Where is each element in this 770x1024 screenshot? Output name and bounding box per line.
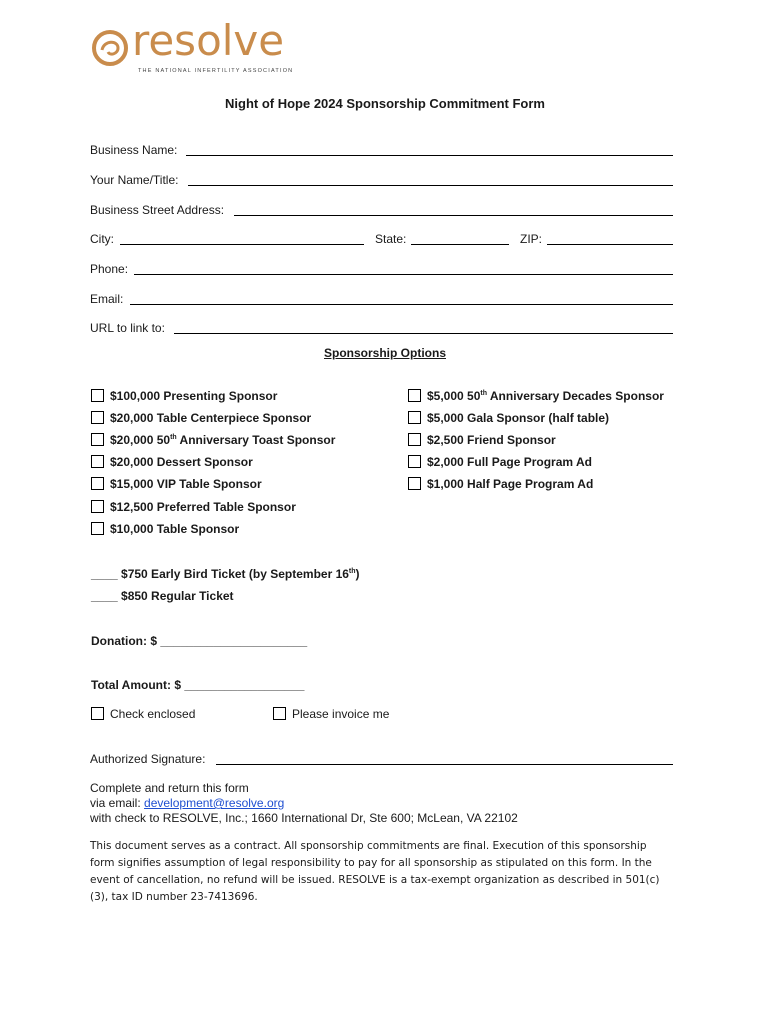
email-label: Email: bbox=[90, 292, 124, 306]
return-instructions bbox=[90, 781, 518, 826]
option-label: $20,000 Dessert Sponsor bbox=[110, 455, 253, 469]
checkbox[interactable] bbox=[91, 477, 104, 490]
street-address-line[interactable] bbox=[234, 215, 673, 216]
business-name-label: Business Name: bbox=[90, 143, 178, 157]
email-field[interactable] bbox=[90, 289, 675, 309]
disclaimer-paragraph: This document serves as a contract. All sponsorship commitments are final. Execution of this sponsorship form signifies assumption of legal responsibility to pay for all sponsorship as stipulated on this form. In the event of cancellation, no refund will be issued. RESOLVE is a tax-exempt organization as described in 501(c)(3), tax ID number 23-7413696. bbox=[90, 840, 660, 903]
phone-line[interactable] bbox=[134, 274, 673, 275]
option-presenting-sponsor[interactable] bbox=[91, 387, 277, 405]
option-label: $5,000 50 bbox=[427, 389, 481, 403]
checkbox[interactable] bbox=[273, 707, 286, 720]
checkbox[interactable] bbox=[91, 411, 104, 424]
option-label: $100,000 Presenting Sponsor bbox=[110, 389, 278, 403]
ordinal-suffix: th bbox=[170, 434, 177, 441]
form-title: Night of Hope 2024 Sponsorship Commitment Form bbox=[225, 96, 545, 111]
logo-tagline: THE NATIONAL INFERTILITY ASSOCIATION bbox=[138, 68, 294, 74]
ordinal-suffix: th bbox=[348, 568, 356, 575]
zip-line[interactable] bbox=[547, 244, 673, 245]
option-label: $20,000 50 bbox=[110, 433, 171, 447]
checkbox[interactable] bbox=[91, 455, 104, 468]
option-anniversary-toast-sponsor[interactable] bbox=[91, 431, 335, 449]
signature-line[interactable] bbox=[216, 764, 673, 765]
option-full-page-ad[interactable] bbox=[408, 453, 592, 471]
name-title-line[interactable] bbox=[188, 185, 673, 186]
option-anniversary-decades-sponsor[interactable] bbox=[408, 387, 664, 405]
city-line[interactable] bbox=[120, 244, 364, 245]
name-title-field[interactable] bbox=[90, 170, 675, 190]
signature-field[interactable] bbox=[90, 749, 675, 769]
option-label: $20,000 Table Centerpiece Sponsor bbox=[110, 411, 312, 425]
sponsorship-options-heading: Sponsorship Options bbox=[324, 346, 446, 360]
business-name-field[interactable] bbox=[90, 140, 675, 160]
email-link[interactable]: development@resolve.org bbox=[144, 796, 285, 810]
option-half-page-ad[interactable] bbox=[408, 475, 593, 493]
street-address-label: Business Street Address: bbox=[90, 203, 225, 217]
regular-ticket-label: ____ $850 Regular Ticket bbox=[91, 589, 234, 603]
phone-label: Phone: bbox=[90, 262, 129, 276]
zip-label: ZIP: bbox=[520, 232, 543, 246]
option-label: $1,000 Half Page Program Ad bbox=[427, 477, 594, 491]
email-line[interactable] bbox=[130, 304, 673, 305]
resolve-logo bbox=[90, 16, 294, 78]
name-title-label: Your Name/Title: bbox=[90, 173, 179, 187]
checkbox[interactable] bbox=[408, 433, 421, 446]
ordinal-suffix: th bbox=[480, 390, 487, 397]
signature-label: Authorized Signature: bbox=[90, 752, 206, 766]
option-label: $10,000 Table Sponsor bbox=[110, 522, 240, 536]
checkbox[interactable] bbox=[408, 477, 421, 490]
checkbox[interactable] bbox=[408, 411, 421, 424]
option-label: $12,500 Preferred Table Sponsor bbox=[110, 500, 296, 514]
option-label: $5,000 Gala Sponsor (half table) bbox=[427, 411, 610, 425]
checkbox[interactable] bbox=[408, 389, 421, 402]
state-line[interactable] bbox=[411, 244, 509, 245]
option-label: $2,500 Friend Sponsor bbox=[427, 433, 556, 447]
early-bird-label-end: ) bbox=[355, 567, 360, 581]
email-prefix: via email: bbox=[90, 796, 145, 810]
checkbox[interactable] bbox=[408, 455, 421, 468]
donation-field[interactable]: Donation: $ ______________________ bbox=[91, 634, 308, 648]
checkbox[interactable] bbox=[91, 433, 104, 446]
option-table-centerpiece-sponsor[interactable] bbox=[91, 409, 311, 427]
option-label-rest: Anniversary Toast Sponsor bbox=[176, 433, 336, 447]
checkbox[interactable] bbox=[91, 707, 104, 720]
option-dessert-sponsor[interactable] bbox=[91, 453, 253, 471]
checkbox[interactable] bbox=[91, 500, 104, 513]
option-friend-sponsor[interactable] bbox=[408, 431, 556, 449]
business-name-line[interactable] bbox=[186, 155, 673, 156]
regular-ticket[interactable] bbox=[91, 587, 234, 605]
resolve-swirl-icon bbox=[90, 26, 134, 70]
invoice-label: Please invoice me bbox=[292, 707, 390, 721]
option-label-rest: Anniversary Decades Sponsor bbox=[487, 389, 664, 403]
option-table-sponsor[interactable] bbox=[91, 520, 239, 538]
return-line-2 bbox=[90, 796, 518, 811]
url-line[interactable] bbox=[174, 333, 673, 334]
checkbox[interactable] bbox=[91, 389, 104, 402]
street-address-field[interactable] bbox=[90, 200, 675, 220]
option-preferred-table-sponsor[interactable] bbox=[91, 498, 296, 516]
check-enclosed-label: Check enclosed bbox=[110, 707, 196, 721]
phone-field[interactable] bbox=[90, 259, 675, 279]
option-label: $2,000 Full Page Program Ad bbox=[427, 455, 592, 469]
city-label: City: bbox=[90, 232, 114, 246]
return-line-3: with check to RESOLVE, Inc.; 1660 International Dr, Ste 600; McLean, VA 22102 bbox=[90, 811, 518, 825]
option-gala-sponsor[interactable] bbox=[408, 409, 609, 427]
invoice-option[interactable] bbox=[273, 705, 389, 723]
url-label: URL to link to: bbox=[90, 321, 165, 335]
check-enclosed-option[interactable] bbox=[91, 705, 195, 723]
option-vip-table-sponsor[interactable] bbox=[91, 475, 262, 493]
option-label: $15,000 VIP Table Sponsor bbox=[110, 477, 262, 491]
checkbox[interactable] bbox=[91, 522, 104, 535]
url-field[interactable] bbox=[90, 318, 675, 338]
state-label: State: bbox=[375, 232, 407, 246]
logo-wordmark: resolve bbox=[132, 16, 285, 65]
total-amount-field[interactable]: Total Amount: $ __________________ bbox=[91, 678, 305, 692]
return-line-1: Complete and return this form bbox=[90, 781, 249, 795]
early-bird-label: ____ $750 Early Bird Ticket (by September 16 bbox=[91, 567, 349, 581]
early-bird-ticket[interactable] bbox=[91, 565, 360, 583]
city-state-zip-row bbox=[90, 229, 675, 249]
